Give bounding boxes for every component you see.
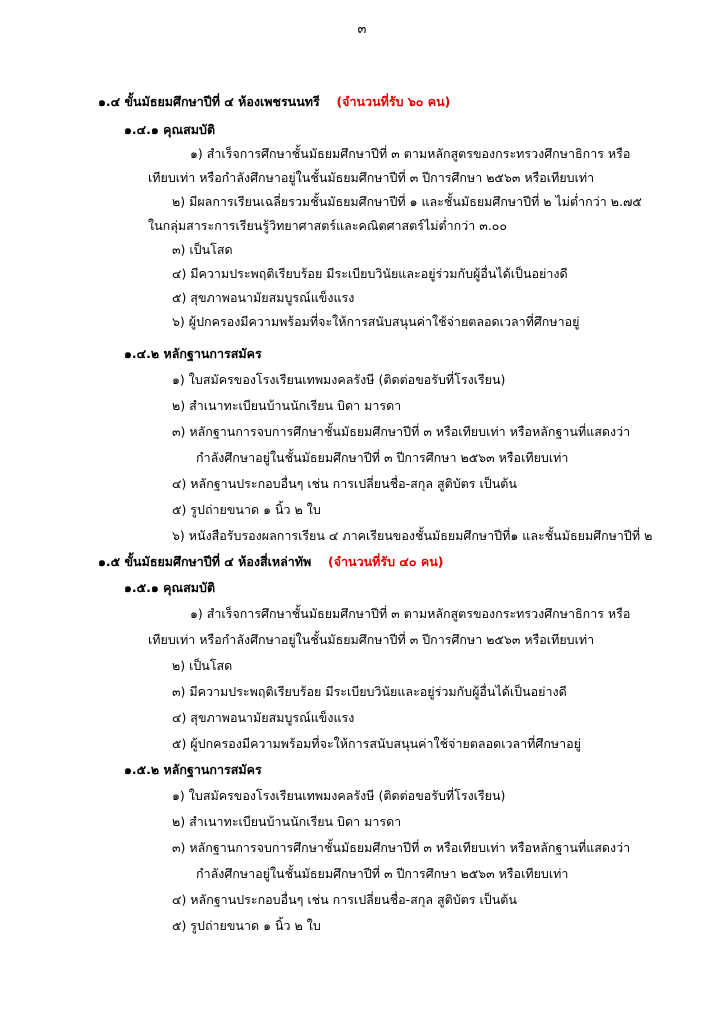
subsection-heading: ๑.๔.๑ คุณสมบัติ [124, 122, 216, 137]
list-item: ๑) ใบสมัครของโรงเรียนเทพมงคลรังษี (ติดต่อขอรับที่โรงเรียน) [172, 372, 506, 387]
list-item-continuation: กำลังศึกษาอยู่ในชั้นมัธยมศึกษาปีที่ ๓ ปีการศึกษา ๒๕๖๓ หรือเทียบเท่า [196, 866, 569, 881]
list-item: ๓) มีความประพฤติเรียบร้อย มีระเบียบวินัยและอยู่ร่วมกับผู้อื่นได้เป็นอย่างดี [172, 684, 567, 699]
list-item: ๕) ผู้ปกครองมีความพร้อมที่จะให้การสนับสนุนค่าใช้จ่ายตลอดเวลาที่ศึกษาอยู่ [172, 736, 581, 751]
list-item: ๓) หลักฐานการจบการศึกษาชั้นมัธยมศึกษาปีที่ ๓ หรือเทียบเท่า หรือหลักฐานที่แสดงว่า [172, 424, 631, 439]
section-title [98, 554, 443, 570]
list-item: ๒) มีผลการเรียนเฉลี่ยรวมชั้นมัธยมศึกษาปีที่ ๑ และชั้นมัธยมศึกษาปีที่ ๒ ไม่ต่ำกว่า ๒.๗๕ [172, 194, 642, 209]
list-item: ๖) หนังสือรับรองผลการเรียน ๔ ภาคเรียนของชั้นมัธยมศึกษาปีที่๑ และชั้นมัธยมศึกษาปีที่ ๒ [172, 528, 653, 543]
subsection-heading: ๑.๔.๒ หลักฐานการสมัคร [124, 346, 262, 361]
list-item: ๔) หลักฐานประกอบอื่นๆ เช่น การเปลี่ยนชื่อ-สกุล สูติบัตร เป็นต้น [172, 892, 517, 907]
section-title [98, 94, 450, 110]
list-item: ๓) เป็นโสด [172, 242, 233, 257]
page-number: ๓ [357, 22, 367, 37]
section-title-text: ๑.๔ ขั้นมัธยมศึกษาปีที่ ๔ ห้องเพชรนนทรี [98, 94, 320, 109]
list-item: ๔) หลักฐานประกอบอื่นๆ เช่น การเปลี่ยนชื่อ-สกุล สูติบัตร เป็นต้น [172, 476, 517, 491]
list-item-continuation: เทียบเท่า หรือกำลังศึกษาอยู่ในชั้นมัธยมศึกษาปีที่ ๓ ปีการศึกษา ๒๕๖๓ หรือเทียบเท่า [148, 632, 595, 647]
list-item: ๔) สุขภาพอนามัยสมบูรณ์แข็งแรง [172, 710, 355, 725]
list-item: ๖) ผู้ปกครองมีความพร้อมที่จะให้การสนับสนุนค่าใช้จ่ายตลอดเวลาที่ศึกษาอยู่ [172, 314, 580, 329]
list-item: ๔) มีความประพฤติเรียบร้อย มีระเบียบวินัยและอยู่ร่วมกับผู้อื่นได้เป็นอย่างดี [172, 266, 568, 281]
list-item: ๒) สำเนาทะเบียนบ้านนักเรียน บิดา มารดา [172, 814, 402, 829]
list-item: ๕) สุขภาพอนามัยสมบูรณ์แข็งแรง [172, 290, 355, 305]
list-item-continuation: กำลังศึกษาอยู่ในชั้นมัธยมศึกษาปีที่ ๓ ปีการศึกษา ๒๕๖๓ หรือเทียบเท่า [196, 450, 569, 465]
subsection-heading: ๑.๕.๑ คุณสมบัติ [124, 580, 216, 595]
subsection-heading: ๑.๕.๒ หลักฐานการสมัคร [124, 762, 262, 777]
list-item: ๑) สำเร็จการศึกษาชั้นมัธยมศึกษาปีที่ ๓ ตามหลักสูตรของกระทรวงศึกษาธิการ หรือ [190, 146, 631, 161]
quota-text: (จำนวนที่รับ ๔๐ คน) [328, 554, 444, 569]
list-item: ๑) ใบสมัครของโรงเรียนเทพมงคลรังษี (ติดต่อขอรับที่โรงเรียน) [172, 788, 506, 803]
list-item-continuation: เทียบเท่า หรือกำลังศึกษาอยู่ในชั้นมัธยมศึกษาปีที่ ๓ ปีการศึกษา ๒๕๖๓ หรือเทียบเท่า [148, 170, 595, 185]
list-item: ๕) รูปถ่ายขนาด ๑ นิ้ว ๒ ใบ [172, 502, 321, 517]
list-item: ๓) หลักฐานการจบการศึกษาชั้นมัธยมศึกษาปีที่ ๓ หรือเทียบเท่า หรือหลักฐานที่แสดงว่า [172, 840, 631, 855]
list-item: ๕) รูปถ่ายขนาด ๑ นิ้ว ๒ ใบ [172, 918, 321, 933]
section-title-text: ๑.๕ ขั้นมัธยมศึกษาปีที่ ๔ ห้องสี่เหล่าทัพ [98, 554, 312, 569]
list-item-continuation: ในกลุ่มสาระการเรียนรู้วิทยาศาสตร์และคณิตศาสตร์ไม่ต่ำกว่า ๓.๐๐ [148, 218, 508, 233]
list-item: ๑) สำเร็จการศึกษาชั้นมัธยมศึกษาปีที่ ๓ ตามหลักสูตรของกระทรวงศึกษาธิการ หรือ [190, 606, 631, 621]
quota-text: (จำนวนที่รับ ๖๐ คน) [336, 94, 451, 109]
list-item: ๒) เป็นโสด [172, 658, 233, 673]
list-item: ๒) สำเนาทะเบียนบ้านนักเรียน บิดา มารดา [172, 398, 402, 413]
